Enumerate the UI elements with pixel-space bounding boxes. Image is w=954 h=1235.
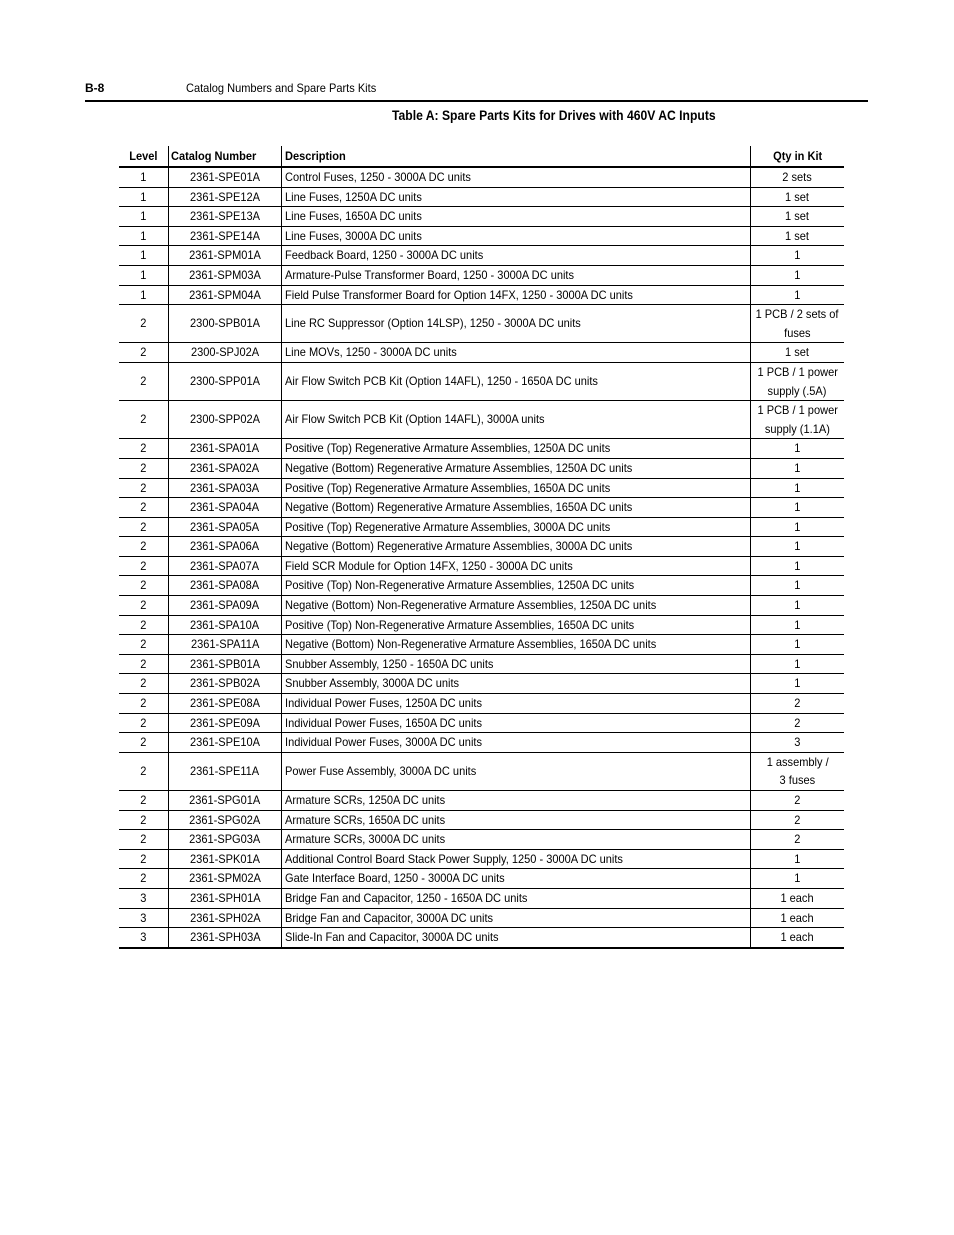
cell-description: Negative (Bottom) Non-Regenerative Armature Assemblies, 1650A DC units (282, 635, 751, 655)
table-row (119, 343, 844, 363)
cell-qty: 1 (751, 615, 845, 635)
cell-level: 2 (119, 791, 169, 811)
cell-description: Line Fuses, 1250A DC units (282, 187, 751, 207)
cell-level: 2 (119, 752, 169, 790)
cell-qty: 1 (751, 246, 845, 266)
table-row (119, 537, 844, 557)
table-row (119, 849, 844, 869)
table-row (119, 305, 844, 343)
cell-level: 2 (119, 615, 169, 635)
cell-catalog-number: 2361-SPB02A (169, 674, 282, 694)
cell-catalog-number: 2361-SPA02A (169, 458, 282, 478)
cell-description: Individual Power Fuses, 3000A DC units (282, 733, 751, 753)
cell-catalog-number: 2300-SPJ02A (169, 343, 282, 363)
cell-level: 2 (119, 401, 169, 439)
table-row (119, 928, 844, 948)
table-row (119, 869, 844, 889)
cell-qty: 1 (751, 635, 845, 655)
cell-description: Armature SCRs, 1650A DC units (282, 810, 751, 830)
cell-level: 2 (119, 674, 169, 694)
cell-qty: 3 (751, 733, 845, 753)
cell-qty: 1 (751, 556, 845, 576)
cell-description: Line RC Suppressor (Option 14LSP), 1250 - 3000A DC units (282, 305, 751, 343)
cell-description: Line Fuses, 3000A DC units (282, 226, 751, 246)
cell-catalog-number: 2361-SPM02A (169, 869, 282, 889)
cell-qty: 1 (751, 458, 845, 478)
cell-catalog-number: 2361-SPB01A (169, 654, 282, 674)
cell-description: Positive (Top) Regenerative Armature Assemblies, 1650A DC units (282, 478, 751, 498)
table-row (119, 615, 844, 635)
cell-catalog-number: 2361-SPA03A (169, 478, 282, 498)
cell-description: Armature-Pulse Transformer Board, 1250 - 3000A DC units (282, 265, 751, 285)
cell-description: Control Fuses, 1250 - 3000A DC units (282, 167, 751, 187)
cell-description: Positive (Top) Non-Regenerative Armature Assemblies, 1650A DC units (282, 615, 751, 635)
cell-qty: 1 assembly / 3 fuses (751, 752, 845, 790)
running-title: Catalog Numbers and Spare Parts Kits (186, 81, 377, 95)
cell-qty: 1 each (751, 908, 845, 928)
cell-catalog-number: 2361-SPA01A (169, 439, 282, 459)
table-row (119, 694, 844, 714)
cell-catalog-number: 2361-SPG02A (169, 810, 282, 830)
cell-level: 2 (119, 694, 169, 714)
cell-level: 2 (119, 458, 169, 478)
table-row (119, 830, 844, 850)
cell-level: 2 (119, 478, 169, 498)
cell-level: 1 (119, 265, 169, 285)
cell-catalog-number: 2361-SPE12A (169, 187, 282, 207)
column-header-level: Level (119, 146, 169, 167)
table-row (119, 635, 844, 655)
cell-description: Line MOVs, 1250 - 3000A DC units (282, 343, 751, 363)
cell-description: Bridge Fan and Capacitor, 3000A DC units (282, 908, 751, 928)
cell-qty: 1 PCB / 2 sets of fuses (751, 305, 845, 343)
table-row (119, 401, 844, 439)
cell-level: 2 (119, 576, 169, 596)
cell-description: Negative (Bottom) Regenerative Armature Assemblies, 3000A DC units (282, 537, 751, 557)
table-row (119, 752, 844, 790)
cell-description: Feedback Board, 1250 - 3000A DC units (282, 246, 751, 266)
cell-description: Armature SCRs, 3000A DC units (282, 830, 751, 850)
cell-catalog-number: 2300-SPB01A (169, 305, 282, 343)
cell-catalog-number: 2361-SPH03A (169, 928, 282, 948)
cell-description: Additional Control Board Stack Power Supply, 1250 - 3000A DC units (282, 849, 751, 869)
cell-level: 1 (119, 167, 169, 187)
cell-level: 2 (119, 362, 169, 400)
cell-qty: 1 (751, 265, 845, 285)
cell-description: Slide-In Fan and Capacitor, 3000A DC units (282, 928, 751, 948)
cell-catalog-number: 2361-SPA10A (169, 615, 282, 635)
cell-description: Positive (Top) Non-Regenerative Armature Assemblies, 1250A DC units (282, 576, 751, 596)
cell-qty: 2 sets (751, 167, 845, 187)
cell-qty: 1 (751, 517, 845, 537)
cell-qty: 1 (751, 576, 845, 596)
cell-level: 2 (119, 537, 169, 557)
cell-level: 2 (119, 635, 169, 655)
table-row (119, 478, 844, 498)
table-row (119, 810, 844, 830)
cell-catalog-number: 2361-SPM01A (169, 246, 282, 266)
cell-qty: 1 (751, 596, 845, 616)
table-row (119, 791, 844, 811)
cell-description: Negative (Bottom) Regenerative Armature Assemblies, 1250A DC units (282, 458, 751, 478)
cell-description: Negative (Bottom) Regenerative Armature Assemblies, 1650A DC units (282, 498, 751, 518)
cell-qty: 1 (751, 869, 845, 889)
cell-description: Power Fuse Assembly, 3000A DC units (282, 752, 751, 790)
cell-level: 2 (119, 498, 169, 518)
cell-catalog-number: 2361-SPK01A (169, 849, 282, 869)
cell-catalog-number: 2361-SPE13A (169, 207, 282, 227)
cell-catalog-number: 2361-SPE09A (169, 713, 282, 733)
cell-catalog-number: 2361-SPA06A (169, 537, 282, 557)
table-row (119, 713, 844, 733)
table-row (119, 362, 844, 400)
cell-level: 3 (119, 908, 169, 928)
cell-qty: 2 (751, 713, 845, 733)
cell-description: Bridge Fan and Capacitor, 1250 - 1650A DC units (282, 888, 751, 908)
column-header-qty: Qty in Kit (751, 146, 845, 167)
cell-catalog-number: 2361-SPE14A (169, 226, 282, 246)
cell-level: 2 (119, 596, 169, 616)
cell-catalog-number: 2361-SPE01A (169, 167, 282, 187)
table-row (119, 733, 844, 753)
cell-catalog-number: 2361-SPE08A (169, 694, 282, 714)
cell-description: Individual Power Fuses, 1250A DC units (282, 694, 751, 714)
table-row (119, 285, 844, 305)
table-row (119, 596, 844, 616)
cell-description: Snubber Assembly, 1250 - 1650A DC units (282, 654, 751, 674)
cell-description: Individual Power Fuses, 1650A DC units (282, 713, 751, 733)
table-row (119, 167, 844, 187)
cell-level: 1 (119, 207, 169, 227)
cell-description: Line Fuses, 1650A DC units (282, 207, 751, 227)
cell-qty: 1 (751, 654, 845, 674)
cell-qty: 1 set (751, 226, 845, 246)
cell-level: 2 (119, 343, 169, 363)
cell-catalog-number: 2361-SPM04A (169, 285, 282, 305)
cell-level: 1 (119, 285, 169, 305)
spare-parts-table (119, 146, 844, 949)
table-row (119, 654, 844, 674)
cell-level: 2 (119, 733, 169, 753)
cell-description: Field Pulse Transformer Board for Option 14FX, 1250 - 3000A DC units (282, 285, 751, 305)
cell-catalog-number: 2361-SPE10A (169, 733, 282, 753)
cell-level: 1 (119, 187, 169, 207)
cell-level: 2 (119, 830, 169, 850)
cell-level: 2 (119, 305, 169, 343)
table-row (119, 265, 844, 285)
cell-qty: 1 (751, 285, 845, 305)
table-row (119, 674, 844, 694)
table-row (119, 576, 844, 596)
cell-qty: 2 (751, 810, 845, 830)
cell-level: 2 (119, 869, 169, 889)
cell-catalog-number: 2361-SPA04A (169, 498, 282, 518)
cell-catalog-number: 2361-SPG01A (169, 791, 282, 811)
table-row (119, 556, 844, 576)
cell-qty: 2 (751, 791, 845, 811)
table-row (119, 888, 844, 908)
table-row (119, 207, 844, 227)
table-row (119, 498, 844, 518)
cell-catalog-number: 2361-SPH01A (169, 888, 282, 908)
cell-qty: 1 (751, 439, 845, 459)
cell-qty: 2 (751, 694, 845, 714)
page-number: B-8 (85, 81, 105, 95)
cell-qty: 2 (751, 830, 845, 850)
cell-qty: 1 each (751, 888, 845, 908)
cell-level: 3 (119, 928, 169, 948)
cell-catalog-number: 2361-SPA08A (169, 576, 282, 596)
table-row (119, 246, 844, 266)
column-header-catalog: Catalog Number (169, 146, 282, 167)
table-row (119, 226, 844, 246)
cell-qty: 1 PCB / 1 power supply (.5A) (751, 362, 845, 400)
cell-catalog-number: 2361-SPG03A (169, 830, 282, 850)
cell-description: Positive (Top) Regenerative Armature Assemblies, 1250A DC units (282, 439, 751, 459)
cell-qty: 1 (751, 537, 845, 557)
cell-description: Air Flow Switch PCB Kit (Option 14AFL), 1250 - 1650A DC units (282, 362, 751, 400)
cell-description: Air Flow Switch PCB Kit (Option 14AFL), 3000A units (282, 401, 751, 439)
cell-catalog-number: 2361-SPH02A (169, 908, 282, 928)
cell-qty: 1 set (751, 207, 845, 227)
cell-catalog-number: 2361-SPM03A (169, 265, 282, 285)
cell-qty: 1 (751, 498, 845, 518)
cell-level: 2 (119, 849, 169, 869)
cell-qty: 1 PCB / 1 power supply (1.1A) (751, 401, 845, 439)
cell-level: 2 (119, 517, 169, 537)
cell-qty: 1 set (751, 187, 845, 207)
cell-qty: 1 (751, 478, 845, 498)
cell-qty: 1 each (751, 928, 845, 948)
cell-description: Field SCR Module for Option 14FX, 1250 - 3000A DC units (282, 556, 751, 576)
cell-level: 2 (119, 810, 169, 830)
table-header-row (119, 146, 844, 167)
cell-catalog-number: 2361-SPA09A (169, 596, 282, 616)
cell-description: Negative (Bottom) Non-Regenerative Armature Assemblies, 1250A DC units (282, 596, 751, 616)
cell-level: 2 (119, 713, 169, 733)
table-row (119, 439, 844, 459)
cell-level: 1 (119, 246, 169, 266)
table-row (119, 517, 844, 537)
table-row (119, 908, 844, 928)
cell-description: Positive (Top) Regenerative Armature Assemblies, 3000A DC units (282, 517, 751, 537)
page-header (85, 80, 868, 102)
column-header-description: Description (282, 146, 751, 167)
cell-qty: 1 set (751, 343, 845, 363)
table-row (119, 187, 844, 207)
cell-level: 2 (119, 439, 169, 459)
cell-level: 3 (119, 888, 169, 908)
cell-qty: 1 (751, 674, 845, 694)
cell-qty: 1 (751, 849, 845, 869)
cell-level: 1 (119, 226, 169, 246)
cell-description: Snubber Assembly, 3000A DC units (282, 674, 751, 694)
cell-level: 2 (119, 654, 169, 674)
cell-catalog-number: 2361-SPA07A (169, 556, 282, 576)
cell-catalog-number: 2361-SPA05A (169, 517, 282, 537)
cell-catalog-number: 2361-SPE11A (169, 752, 282, 790)
cell-description: Armature SCRs, 1250A DC units (282, 791, 751, 811)
cell-description: Gate Interface Board, 1250 - 3000A DC units (282, 869, 751, 889)
cell-level: 2 (119, 556, 169, 576)
cell-catalog-number: 2300-SPP02A (169, 401, 282, 439)
cell-catalog-number: 2361-SPA11A (169, 635, 282, 655)
table-title: Table A: Spare Parts Kits for Drives with 460V AC Inputs (392, 108, 716, 123)
table-row (119, 458, 844, 478)
cell-catalog-number: 2300-SPP01A (169, 362, 282, 400)
